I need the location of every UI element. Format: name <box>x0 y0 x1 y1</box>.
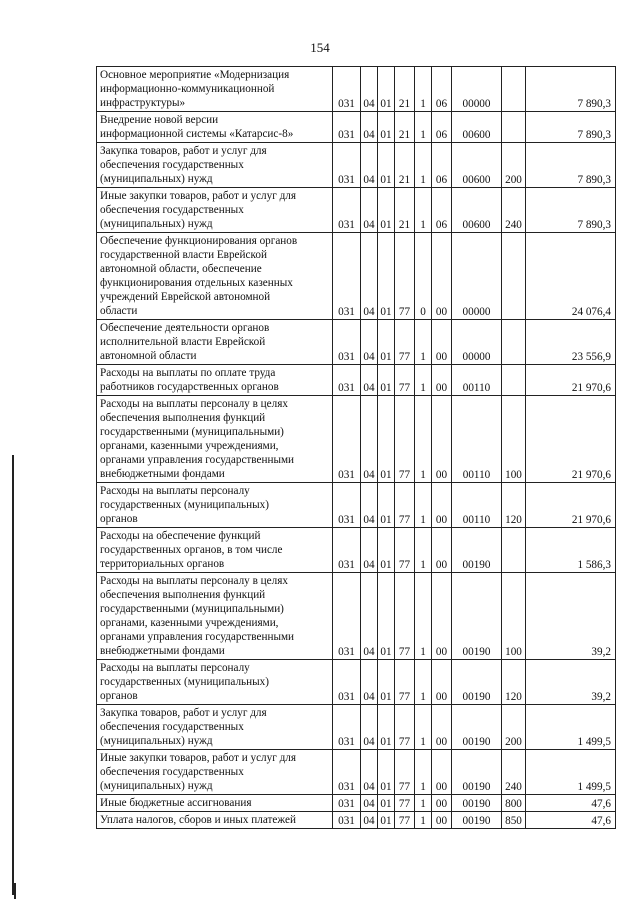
cell-target-2: 1 <box>415 365 432 396</box>
description-line: обеспечения государственных <box>100 159 244 171</box>
table-row <box>97 750 616 795</box>
cell-target-4: 00110 <box>452 396 502 483</box>
description-line: государственной власти Еврейской <box>100 249 267 261</box>
cell-target-3: 06 <box>432 112 452 143</box>
description-line: обеспечения выполнения функций <box>100 589 266 601</box>
cell-vr: 240 <box>502 188 526 233</box>
cell-gr: 031 <box>333 112 361 143</box>
cell-gr: 031 <box>333 143 361 188</box>
description-line: автономной области, обеспечение <box>100 263 262 275</box>
description-line: Основное мероприятие «Модернизация <box>100 69 290 81</box>
cell-vr: 200 <box>502 705 526 750</box>
cell-sum: 7 890,3 <box>526 143 616 188</box>
cell-target-4: 00190 <box>452 660 502 705</box>
cell-target-3: 06 <box>432 143 452 188</box>
cell-sum: 7 890,3 <box>526 67 616 112</box>
cell-target-2: 1 <box>415 67 432 112</box>
cell-target-2: 0 <box>415 233 432 320</box>
cell-vr: 100 <box>502 573 526 660</box>
cell-pr: 01 <box>378 573 395 660</box>
cell-target-4: 00600 <box>452 188 502 233</box>
cell-vr <box>502 67 526 112</box>
description-line: (муниципальных) нужд <box>100 218 213 230</box>
table-body <box>97 67 616 829</box>
cell-target-4: 00600 <box>452 112 502 143</box>
description-line: информационно-коммуникационной <box>100 83 275 95</box>
cell-target-4: 00110 <box>452 365 502 396</box>
table-row <box>97 795 616 812</box>
cell-target-3: 00 <box>432 396 452 483</box>
table-row <box>97 365 616 396</box>
cell-target-4: 00000 <box>452 233 502 320</box>
cell-gr: 031 <box>333 528 361 573</box>
cell-gr: 031 <box>333 483 361 528</box>
description-line: Уплата налогов, сборов и иных платежей <box>100 814 296 826</box>
cell-gr: 031 <box>333 795 361 812</box>
cell-target-2: 1 <box>415 320 432 365</box>
cell-target-1: 21 <box>395 67 415 112</box>
cell-pr: 01 <box>378 705 395 750</box>
cell-description <box>97 660 333 705</box>
cell-sum: 24 076,4 <box>526 233 616 320</box>
cell-target-3: 06 <box>432 188 452 233</box>
cell-vr: 120 <box>502 483 526 528</box>
cell-target-1: 77 <box>395 795 415 812</box>
cell-vr <box>502 112 526 143</box>
description-line: Расходы на выплаты персоналу <box>100 662 250 674</box>
cell-target-3: 00 <box>432 528 452 573</box>
description-line: Расходы на выплаты персоналу в целях <box>100 398 288 410</box>
cell-description <box>97 795 333 812</box>
table-row <box>97 67 616 112</box>
cell-target-4: 00190 <box>452 528 502 573</box>
cell-target-4: 00600 <box>452 143 502 188</box>
cell-rz: 04 <box>361 365 378 396</box>
cell-vr: 800 <box>502 795 526 812</box>
description-line: инфраструктуры» <box>100 97 186 109</box>
cell-target-3: 00 <box>432 573 452 660</box>
cell-gr: 031 <box>333 573 361 660</box>
description-line: государственными (муниципальными) <box>100 603 284 615</box>
description-line: органами, казенными учреждениями, <box>100 617 279 629</box>
margin-tick <box>14 883 16 899</box>
cell-sum: 21 970,6 <box>526 396 616 483</box>
cell-sum: 23 556,9 <box>526 320 616 365</box>
description-line: информационной системы «Катарсис-8» <box>100 128 294 140</box>
cell-gr: 031 <box>333 320 361 365</box>
cell-rz: 04 <box>361 233 378 320</box>
cell-rz: 04 <box>361 795 378 812</box>
cell-target-3: 06 <box>432 67 452 112</box>
description-line: обеспечения государственных <box>100 721 244 733</box>
cell-description <box>97 396 333 483</box>
cell-target-3: 00 <box>432 750 452 795</box>
cell-pr: 01 <box>378 188 395 233</box>
cell-target-1: 77 <box>395 233 415 320</box>
cell-pr: 01 <box>378 67 395 112</box>
description-line: Закупка товаров, работ и услуг для <box>100 707 267 719</box>
cell-vr <box>502 365 526 396</box>
cell-target-2: 1 <box>415 112 432 143</box>
description-line: Расходы на выплаты персоналу в целях <box>100 575 288 587</box>
cell-rz: 04 <box>361 528 378 573</box>
cell-sum: 7 890,3 <box>526 112 616 143</box>
table-row <box>97 528 616 573</box>
description-line: учреждений Еврейской автономной <box>100 291 271 303</box>
description-line: работников государственных органов <box>100 381 279 393</box>
cell-sum: 7 890,3 <box>526 188 616 233</box>
cell-gr: 031 <box>333 396 361 483</box>
cell-gr: 031 <box>333 812 361 829</box>
cell-description <box>97 233 333 320</box>
cell-sum: 21 970,6 <box>526 483 616 528</box>
table-row <box>97 705 616 750</box>
cell-rz: 04 <box>361 396 378 483</box>
cell-target-2: 1 <box>415 660 432 705</box>
cell-target-2: 1 <box>415 812 432 829</box>
cell-target-1: 77 <box>395 396 415 483</box>
description-line: Иные закупки товаров, работ и услуг для <box>100 752 297 764</box>
description-line: исполнительной власти Еврейской <box>100 336 266 348</box>
cell-target-1: 21 <box>395 143 415 188</box>
cell-rz: 04 <box>361 67 378 112</box>
margin-line <box>12 455 14 895</box>
cell-target-3: 00 <box>432 233 452 320</box>
table-row <box>97 812 616 829</box>
cell-target-1: 21 <box>395 112 415 143</box>
cell-description <box>97 812 333 829</box>
cell-target-1: 21 <box>395 188 415 233</box>
cell-pr: 01 <box>378 365 395 396</box>
description-line: Иные закупки товаров, работ и услуг для <box>100 190 297 202</box>
cell-rz: 04 <box>361 660 378 705</box>
description-line: органов <box>100 690 138 702</box>
cell-rz: 04 <box>361 812 378 829</box>
cell-target-1: 77 <box>395 660 415 705</box>
description-line: Закупка товаров, работ и услуг для <box>100 145 267 157</box>
table-row <box>97 188 616 233</box>
description-line: Иные бюджетные ассигнования <box>100 797 252 809</box>
table-row <box>97 143 616 188</box>
cell-target-3: 00 <box>432 365 452 396</box>
cell-target-2: 1 <box>415 188 432 233</box>
cell-target-2: 1 <box>415 483 432 528</box>
description-line: государственных (муниципальных) <box>100 676 269 688</box>
cell-target-1: 77 <box>395 750 415 795</box>
cell-vr <box>502 233 526 320</box>
cell-sum: 1 499,5 <box>526 705 616 750</box>
cell-target-4: 00190 <box>452 812 502 829</box>
cell-target-4: 00110 <box>452 483 502 528</box>
description-line: автономной области <box>100 350 197 362</box>
cell-pr: 01 <box>378 483 395 528</box>
description-line: (муниципальных) нужд <box>100 173 213 185</box>
table-row <box>97 233 616 320</box>
cell-rz: 04 <box>361 320 378 365</box>
cell-vr <box>502 320 526 365</box>
cell-gr: 031 <box>333 705 361 750</box>
description-line: Обеспечение функционирования органов <box>100 235 298 247</box>
cell-target-1: 77 <box>395 483 415 528</box>
cell-target-2: 1 <box>415 750 432 795</box>
description-line: Расходы на выплаты персоналу <box>100 485 250 497</box>
description-line: государственных органов, в том числе <box>100 544 283 556</box>
cell-target-1: 77 <box>395 528 415 573</box>
cell-gr: 031 <box>333 750 361 795</box>
table-row <box>97 396 616 483</box>
cell-description <box>97 483 333 528</box>
cell-gr: 031 <box>333 365 361 396</box>
cell-sum: 1 586,3 <box>526 528 616 573</box>
cell-description <box>97 705 333 750</box>
cell-pr: 01 <box>378 396 395 483</box>
cell-rz: 04 <box>361 573 378 660</box>
table-row <box>97 660 616 705</box>
description-line: государственных (муниципальных) <box>100 499 269 511</box>
cell-pr: 01 <box>378 112 395 143</box>
cell-target-2: 1 <box>415 396 432 483</box>
cell-gr: 031 <box>333 233 361 320</box>
cell-rz: 04 <box>361 188 378 233</box>
table-row <box>97 320 616 365</box>
cell-pr: 01 <box>378 795 395 812</box>
cell-target-2: 1 <box>415 573 432 660</box>
cell-gr: 031 <box>333 67 361 112</box>
cell-sum: 1 499,5 <box>526 750 616 795</box>
description-line: функционирования отдельных казенных <box>100 277 293 289</box>
description-line: территориальных органов <box>100 558 225 570</box>
description-line: органами управления государственными <box>100 454 295 466</box>
description-line: области <box>100 305 138 317</box>
cell-pr: 01 <box>378 143 395 188</box>
description-line: (муниципальных) нужд <box>100 735 213 747</box>
description-line: внебюджетными фондами <box>100 645 225 657</box>
cell-rz: 04 <box>361 143 378 188</box>
cell-target-4: 00000 <box>452 67 502 112</box>
description-line: (муниципальных) нужд <box>100 780 213 792</box>
description-line: органов <box>100 513 138 525</box>
table-row <box>97 112 616 143</box>
cell-target-4: 00000 <box>452 320 502 365</box>
cell-target-4: 00190 <box>452 705 502 750</box>
cell-target-3: 00 <box>432 705 452 750</box>
cell-description <box>97 573 333 660</box>
cell-target-3: 00 <box>432 812 452 829</box>
cell-vr: 850 <box>502 812 526 829</box>
cell-target-4: 00190 <box>452 750 502 795</box>
cell-gr: 031 <box>333 660 361 705</box>
table-row <box>97 483 616 528</box>
cell-target-1: 77 <box>395 365 415 396</box>
cell-target-2: 1 <box>415 143 432 188</box>
cell-target-4: 00190 <box>452 795 502 812</box>
cell-target-3: 00 <box>432 795 452 812</box>
cell-pr: 01 <box>378 528 395 573</box>
cell-rz: 04 <box>361 750 378 795</box>
cell-pr: 01 <box>378 812 395 829</box>
cell-sum: 39,2 <box>526 660 616 705</box>
cell-vr: 100 <box>502 396 526 483</box>
description-line: Расходы на выплаты по оплате труда <box>100 367 276 379</box>
page-number: 154 <box>310 40 330 55</box>
cell-target-3: 00 <box>432 660 452 705</box>
budget-table <box>96 66 616 829</box>
cell-pr: 01 <box>378 660 395 705</box>
cell-description <box>97 143 333 188</box>
cell-pr: 01 <box>378 320 395 365</box>
cell-gr: 031 <box>333 188 361 233</box>
cell-rz: 04 <box>361 112 378 143</box>
cell-vr: 200 <box>502 143 526 188</box>
cell-description <box>97 750 333 795</box>
cell-pr: 01 <box>378 750 395 795</box>
description-line: обеспечения государственных <box>100 204 244 216</box>
cell-description <box>97 528 333 573</box>
cell-target-2: 1 <box>415 705 432 750</box>
cell-sum: 47,6 <box>526 812 616 829</box>
cell-target-3: 00 <box>432 483 452 528</box>
description-line: Обеспечение деятельности органов <box>100 322 270 334</box>
cell-target-1: 77 <box>395 573 415 660</box>
cell-description <box>97 112 333 143</box>
cell-target-4: 00190 <box>452 573 502 660</box>
cell-target-3: 00 <box>432 320 452 365</box>
description-line: государственными (муниципальными) <box>100 426 284 438</box>
description-line: внебюджетными фондами <box>100 468 225 480</box>
cell-vr: 120 <box>502 660 526 705</box>
cell-pr: 01 <box>378 233 395 320</box>
cell-description <box>97 320 333 365</box>
cell-rz: 04 <box>361 705 378 750</box>
table-row <box>97 573 616 660</box>
cell-description <box>97 188 333 233</box>
description-line: Внедрение новой версии <box>100 114 219 126</box>
description-line: Расходы на обеспечение функций <box>100 530 261 542</box>
description-line: органами, казенными учреждениями, <box>100 440 279 452</box>
cell-target-1: 77 <box>395 812 415 829</box>
description-line: обеспечения государственных <box>100 766 244 778</box>
description-line: органами управления государственными <box>100 631 295 643</box>
description-line: обеспечения выполнения функций <box>100 412 266 424</box>
cell-vr: 240 <box>502 750 526 795</box>
cell-sum: 21 970,6 <box>526 365 616 396</box>
cell-target-2: 1 <box>415 528 432 573</box>
cell-description <box>97 67 333 112</box>
cell-target-2: 1 <box>415 795 432 812</box>
cell-target-1: 77 <box>395 705 415 750</box>
cell-rz: 04 <box>361 483 378 528</box>
cell-sum: 39,2 <box>526 573 616 660</box>
cell-description <box>97 365 333 396</box>
cell-target-1: 77 <box>395 320 415 365</box>
cell-sum: 47,6 <box>526 795 616 812</box>
cell-vr <box>502 528 526 573</box>
